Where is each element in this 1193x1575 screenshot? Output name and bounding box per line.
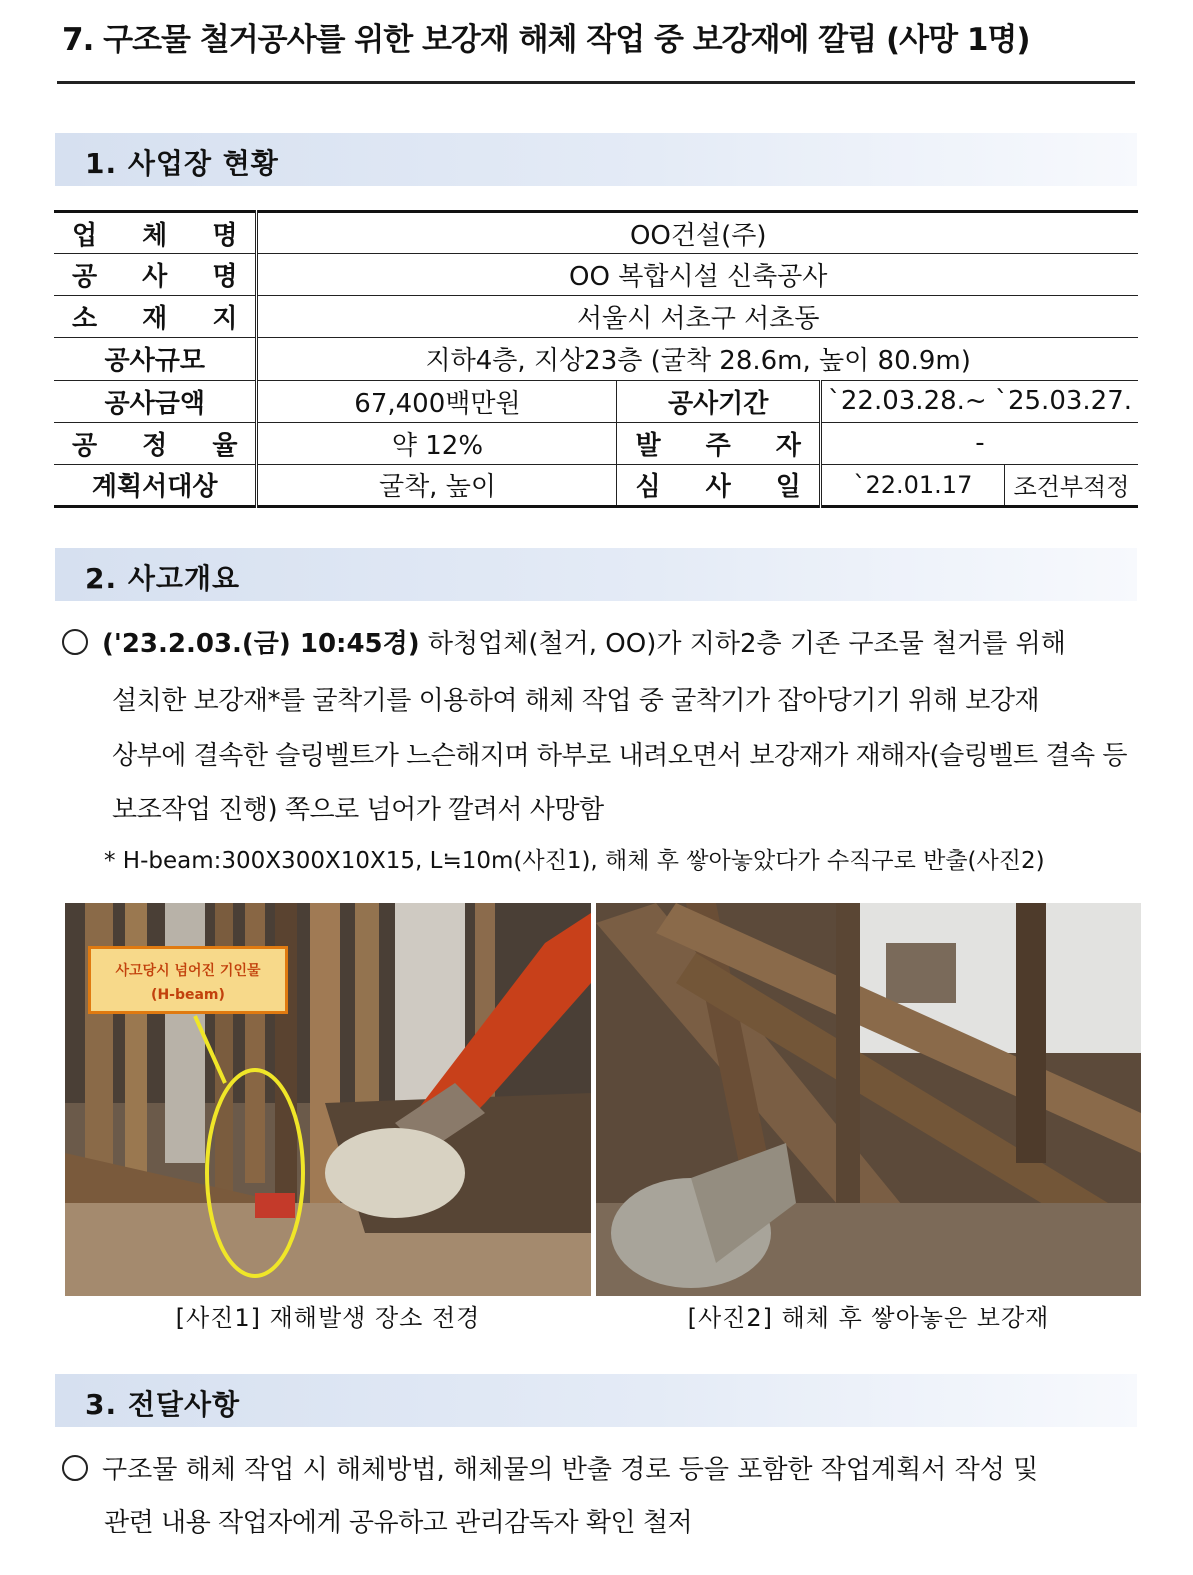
photo-1-caption: [사진1] 재해발생 장소 전경 [175, 1304, 481, 1332]
table-row [54, 380, 1138, 422]
plan-label: 계획서대상 [54, 464, 257, 506]
table-row [54, 296, 1138, 338]
table-row [54, 212, 1138, 254]
accident-line-1: 하청업체(철거, OO)가 지하2층 기존 구조물 철거를 위해 [419, 629, 1066, 659]
instruction-paragraph [62, 1444, 1137, 1496]
dismantled-beams-photo [596, 903, 1141, 1296]
photo-2-caption: [사진2] 해체 후 쌓아놓은 보강재 [687, 1304, 1050, 1332]
progress-value: 약 12% [257, 422, 617, 464]
callout-text-2: (H-beam) [151, 987, 225, 1003]
title-divider [57, 81, 1135, 84]
accident-line-3: 상부에 결속한 슬링벨트가 느슨해지며 하부로 내려오면서 보강재가 재해자(슬링벨트 결속 등 [112, 741, 1127, 771]
section-2-title: 2. 사고개요 [85, 562, 241, 595]
section-3-title: 3. 전달사항 [85, 1388, 241, 1421]
location-value: 서울시 서초구 서초동 [257, 296, 1138, 338]
progress-label: 공 정 율 [54, 422, 257, 464]
scale-label: 공사규모 [54, 338, 257, 380]
company-label: 업 체 명 [54, 212, 257, 254]
client-label: 발 주 자 [617, 422, 820, 464]
amount-label: 공사금액 [54, 380, 257, 422]
circle-bullet-icon [62, 629, 88, 655]
accident-paragraph [62, 618, 1137, 670]
client-value: - [820, 422, 1138, 464]
location-label: 소 재 지 [54, 296, 257, 338]
table-row [54, 338, 1138, 380]
site-info-table [54, 210, 1138, 508]
section-2-header [55, 548, 1137, 601]
section-3-header [55, 1374, 1137, 1427]
table-row [54, 422, 1138, 464]
accident-line-4: 보조작업 진행) 쪽으로 넘어가 깔려서 사망함 [112, 795, 604, 825]
scale-value: 지하4층, 지상23층 (굴착 28.6m, 높이 80.9m) [257, 338, 1138, 380]
amount-value: 67,400백만원 [257, 380, 617, 422]
section-1-title: 1. 사업장 현황 [85, 147, 279, 180]
instruction-line-1: 구조물 해체 작업 시 해체방법, 해체물의 반출 경로 등을 포함한 작업계획서 작성 및 [102, 1455, 1039, 1485]
review-date-value: `22.01.17 [820, 464, 1004, 506]
period-value: `22.03.28.~ `25.03.27. [820, 380, 1138, 422]
table-row [54, 254, 1138, 296]
accident-line-2: 설치한 보강재*를 굴착기를 이용하여 해체 작업 중 굴착기가 잡아당기기 위해 보강재 [112, 686, 1040, 716]
plan-value: 굴착, 높이 [257, 464, 617, 506]
table-row [54, 464, 1138, 506]
company-value: OO건설(주) [257, 212, 1138, 254]
document-title: 7. 구조물 철거공사를 위한 보강재 해체 작업 중 보강재에 깔림 (사망 1명) [62, 22, 1030, 58]
review-date-label: 심 사 일 [617, 464, 820, 506]
callout-label [88, 946, 288, 1014]
project-label: 공 사 명 [54, 254, 257, 296]
circle-bullet-icon [62, 1455, 88, 1481]
instruction-line-2: 관련 내용 작업자에게 공유하고 관리감독자 확인 철저 [104, 1508, 693, 1538]
accident-footnote: * H-beam:300X300X10X15, L≒10m(사진1), 해체 후 쌓아놓았다가 수직구로 반출(사진2) [104, 848, 1045, 874]
callout-text-1: 사고당시 넘어진 기인물 [115, 963, 261, 979]
review-result-value: 조건부적정 [1004, 464, 1138, 506]
section-1-header [55, 133, 1137, 186]
accident-datetime: ('23.2.03.(금) 10:45경) [102, 629, 420, 659]
period-label: 공사기간 [617, 380, 820, 422]
project-value: OO 복합시설 신축공사 [257, 254, 1138, 296]
